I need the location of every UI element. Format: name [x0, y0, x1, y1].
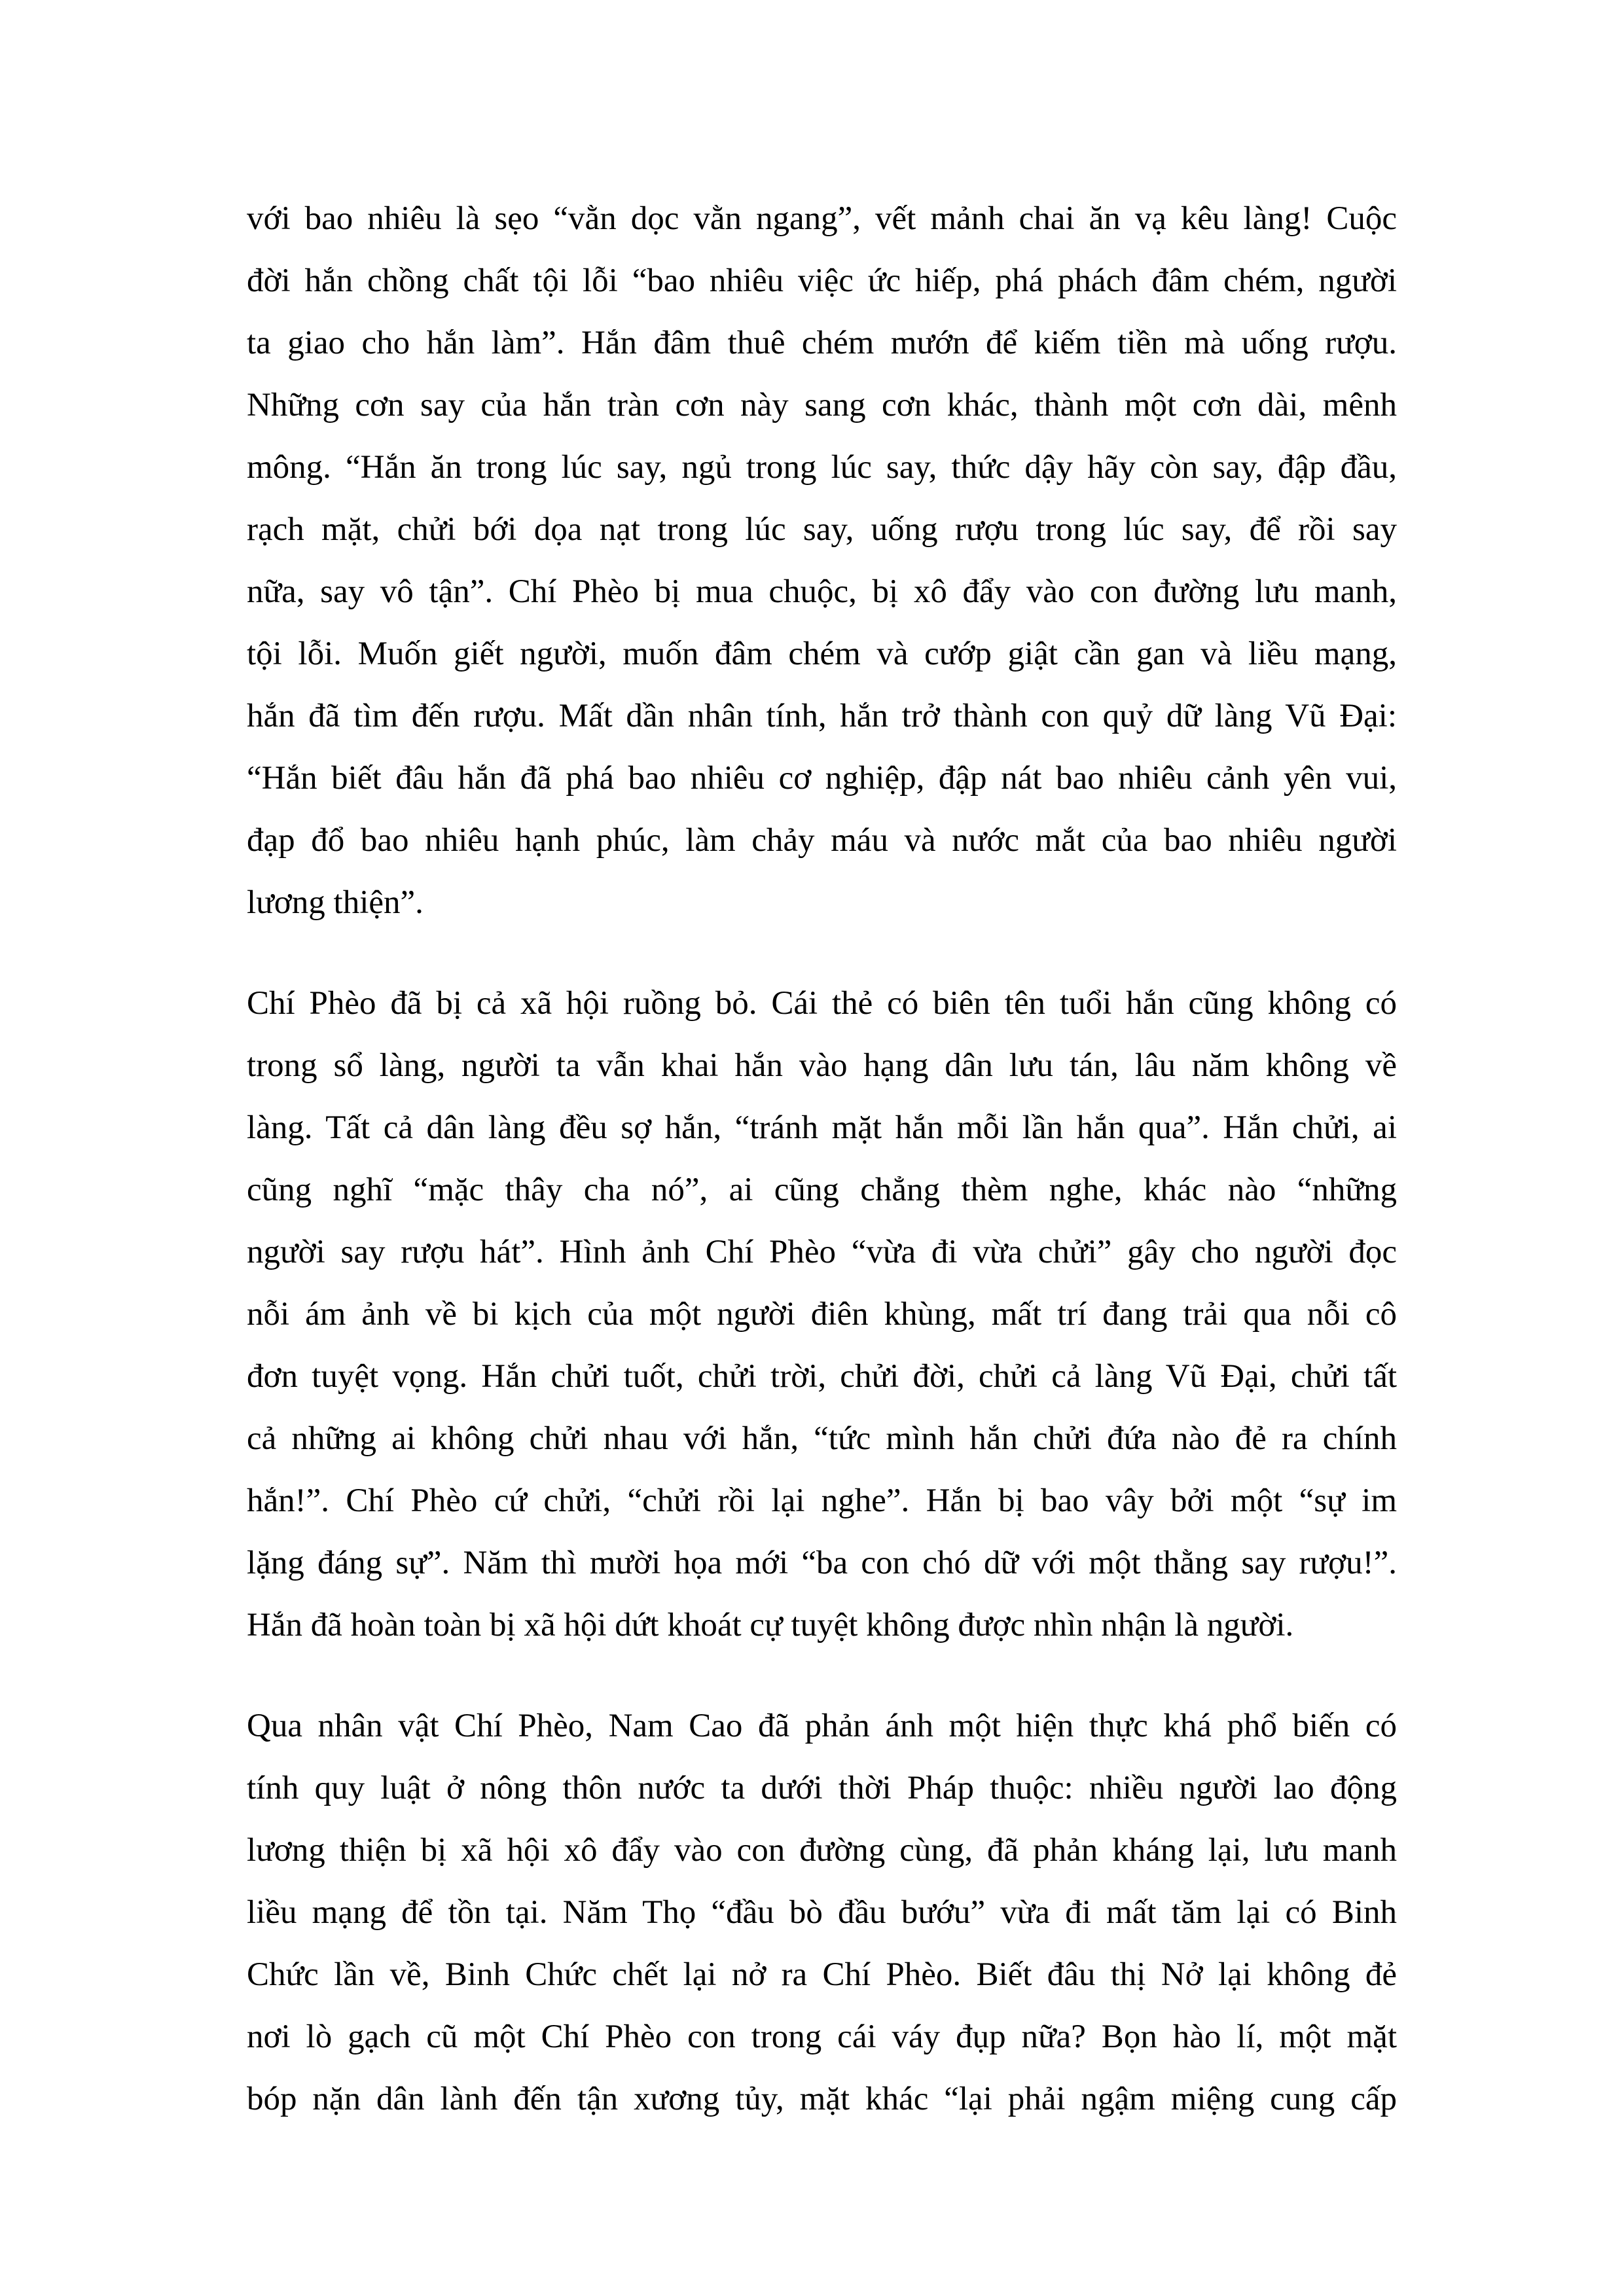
text-line: lương thiện”. — [247, 884, 424, 921]
text-line: tội lỗi. Muốn giết người, muốn đâm chém và cướp giật cần gan và liều mạng, — [247, 636, 1397, 672]
text-line: Hắn đã hoàn toàn bị xã hội dứt khoát cự tuyệt không được nhìn nhận là người. — [247, 1607, 1294, 1643]
text-line: bóp nặn dân lành đến tận xương tủy, mặt khác “lại phải ngậm miệng cung cấp — [247, 2081, 1397, 2117]
text-line: liều mạng để tồn tại. Năm Thọ “đầu bò đầu bướu” vừa đi mất tăm lại có Binh — [247, 1894, 1397, 1931]
text-line: tính quy luật ở nông thôn nước ta dưới thời Pháp thuộc: nhiều người lao động — [247, 1770, 1397, 1806]
text-line: Chí Phèo đã bị cả xã hội ruồng bỏ. Cái thẻ có biên tên tuổi hắn cũng không có — [247, 985, 1397, 1022]
text-line: Chức lần về, Binh Chức chết lại nở ra Chí Phèo. Biết đâu thị Nở lại không đẻ — [247, 1956, 1397, 1993]
text-line: lặng đáng sự”. Năm thì mười họa mới “ba con chó dữ với một thằng say rượu!”. — [247, 1545, 1397, 1581]
text-line: rạch mặt, chửi bới dọa nạt trong lúc say, uống rượu trong lúc say, để rồi say — [247, 511, 1397, 548]
text-line: đời hắn chồng chất tội lỗi “bao nhiêu việc ức hiếp, phá phách đâm chém, người — [247, 262, 1397, 299]
text-line: hắn!”. Chí Phèo cứ chửi, “chửi rồi lại nghe”. Hắn bị bao vây bởi một “sự im — [247, 1482, 1397, 1519]
text-line: đơn tuyệt vọng. Hắn chửi tuốt, chửi trời, chửi đời, chửi cả làng Vũ Đại, chửi tất — [247, 1358, 1397, 1395]
text-line: Những cơn say của hắn tràn cơn này sang cơn khác, thành một cơn dài, mênh — [247, 387, 1397, 423]
text-line: lương thiện bị xã hội xô đẩy vào con đường cùng, đã phản kháng lại, lưu manh — [247, 1832, 1397, 1869]
text-line: người say rượu hát”. Hình ảnh Chí Phèo “vừa đi vừa chửi” gây cho người đọc — [247, 1234, 1397, 1270]
text-line: ta giao cho hắn làm”. Hắn đâm thuê chém mướn để kiếm tiền mà uống rượu. — [247, 325, 1397, 361]
text-line: đạp đổ bao nhiêu hạnh phúc, làm chảy máu và nước mắt của bao nhiêu người — [247, 822, 1397, 859]
text-line: cả những ai không chửi nhau với hắn, “tức mình hắn chửi đứa nào đẻ ra chính — [247, 1420, 1397, 1457]
text-line: mông. “Hắn ăn trong lúc say, ngủ trong lúc say, thức dậy hãy còn say, đập đầu, — [247, 449, 1397, 486]
text-line: Qua nhân vật Chí Phèo, Nam Cao đã phản ánh một hiện thực khá phổ biến có — [247, 1708, 1397, 1744]
text-line: “Hắn biết đâu hắn đã phá bao nhiêu cơ nghiệp, đập nát bao nhiêu cảnh yên vui, — [247, 760, 1397, 797]
text-line: nỗi ám ảnh về bi kịch của một người điên khùng, mất trí đang trải qua nỗi cô — [247, 1296, 1397, 1333]
text-line: làng. Tất cả dân làng đều sợ hắn, “tránh mặt hắn mỗi lần hắn qua”. Hắn chửi, ai — [247, 1109, 1397, 1146]
text-line: nữa, say vô tận”. Chí Phèo bị mua chuộc, bị xô đẩy vào con đường lưu manh, — [247, 573, 1397, 610]
text-line: với bao nhiêu là sẹo “vằn dọc vằn ngang”, vết mảnh chai ăn vạ kêu làng! Cuộc — [247, 200, 1397, 237]
text-line: hắn đã tìm đến rượu. Mất dần nhân tính, hắn trở thành con quỷ dữ làng Vũ Đại: — [247, 698, 1397, 734]
text-line: nơi lò gạch cũ một Chí Phèo con trong cái váy đụp nữa? Bọn hào lí, một mặt — [247, 2018, 1397, 2055]
text-line: cũng nghĩ “mặc thây cha nó”, ai cũng chẳng thèm nghe, khác nào “những — [247, 1172, 1397, 1208]
text-line: trong sổ làng, người ta vẫn khai hắn vào hạng dân lưu tán, lâu năm không về — [247, 1047, 1397, 1084]
